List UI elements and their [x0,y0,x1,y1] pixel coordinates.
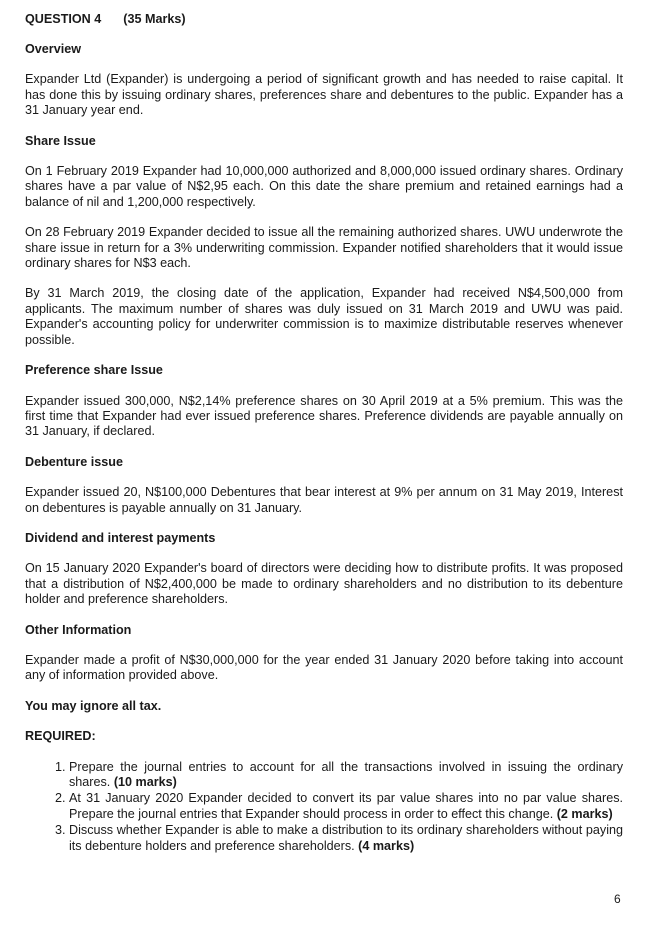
share-issue-paragraph-3: By 31 March 2019, the closing date of the application, Expander had received N$4,500,000 from applicants. The maximum number of shares was duly issued on 31 March 2019 and UWU was paid. Expander's accounting policy for underwriter commission is to maximize distributable reserves whenever possible. [25,286,623,347]
required-item-1-text: Prepare the journal entries to account for all the transactions involved in issuing the ordinary shares. [69,759,623,789]
debenture-paragraph: Expander issued 20, N$100,000 Debentures that bear interest at 9% per annum on 31 May 2019, Interest on debentures is payable annually on 31 January. [25,485,623,515]
question-header [25,12,623,28]
overview-heading: Overview [25,42,82,56]
required-item-1-marks: (10 marks) [113,775,177,789]
required-item-3-text: Discuss whether Expander is able to make a distribution to its ordinary shareholders without paying its debenture holders and preference shareholders. [69,823,623,853]
document-page [25,12,623,855]
preference-heading: Preference share Issue [25,363,163,378]
required-item-2-marks: (2 marks) [556,806,613,821]
required-item-2 [69,791,623,822]
required-list [25,760,623,854]
dividend-paragraph: On 15 January 2020 Expander's board of directors were deciding how to distribute profits. It was proposed that a distribution of N$2,400,000 be made to ordinary shareholders and no distribution to its debenture holder and preference shareholders. [25,561,623,607]
other-info-paragraph: Expander made a profit of N$30,000,000 for the year ended 31 January 2020 before taking into account any of information provided above. [25,652,623,683]
page-number: 6 [614,892,621,906]
ignore-tax-note: You may ignore all tax. [25,698,162,713]
required-item-3-marks: (4 marks) [358,838,415,853]
dividend-heading: Dividend and interest payments [25,530,216,545]
share-issue-paragraph-2: On 28 February 2019 Expander decided to issue all the remaining authorized shares. UWU underwrote the share issue in return for a 3% underwriting commission. Expander notified shareholders that it would issue ordinary shares for N$3 each. [25,225,623,271]
question-title: QUESTION 4 [25,12,102,26]
required-item-3 [69,823,623,854]
preference-paragraph: Expander issued 300,000, N$2,14% preference shares on 30 April 2019 at a 5% premium. This was the first time that Expander had ever issued preference shares. Preference dividends are payable annually on 31 January, if declared. [25,393,623,439]
other-info-heading: Other Information [25,622,132,637]
debenture-heading: Debenture issue [25,454,123,469]
required-heading: REQUIRED: [25,729,96,744]
question-marks: (35 Marks) [123,12,186,26]
required-item-2-text: At 31 January 2020 Expander decided to convert its par value shares into no par value shares. Prepare the journal entries that Expander should process in order to effect this change. [69,791,623,821]
share-issue-heading: Share Issue [25,133,96,148]
overview-paragraph: Expander Ltd (Expander) is undergoing a period of significant growth and has needed to raise capital. It has done this by issuing ordinary shares, preferences share and debentures to the public. Expander has a 31 January year end. [25,72,623,118]
share-issue-paragraph-1: On 1 February 2019 Expander had 10,000,000 authorized and 8,000,000 issued ordinary shares. Ordinary shares have a par value of N$2,95 each. On this date the share premium and retained earnings had a balance of nil and 1,200,000 respectively. [25,164,623,209]
required-item-1 [69,760,623,791]
